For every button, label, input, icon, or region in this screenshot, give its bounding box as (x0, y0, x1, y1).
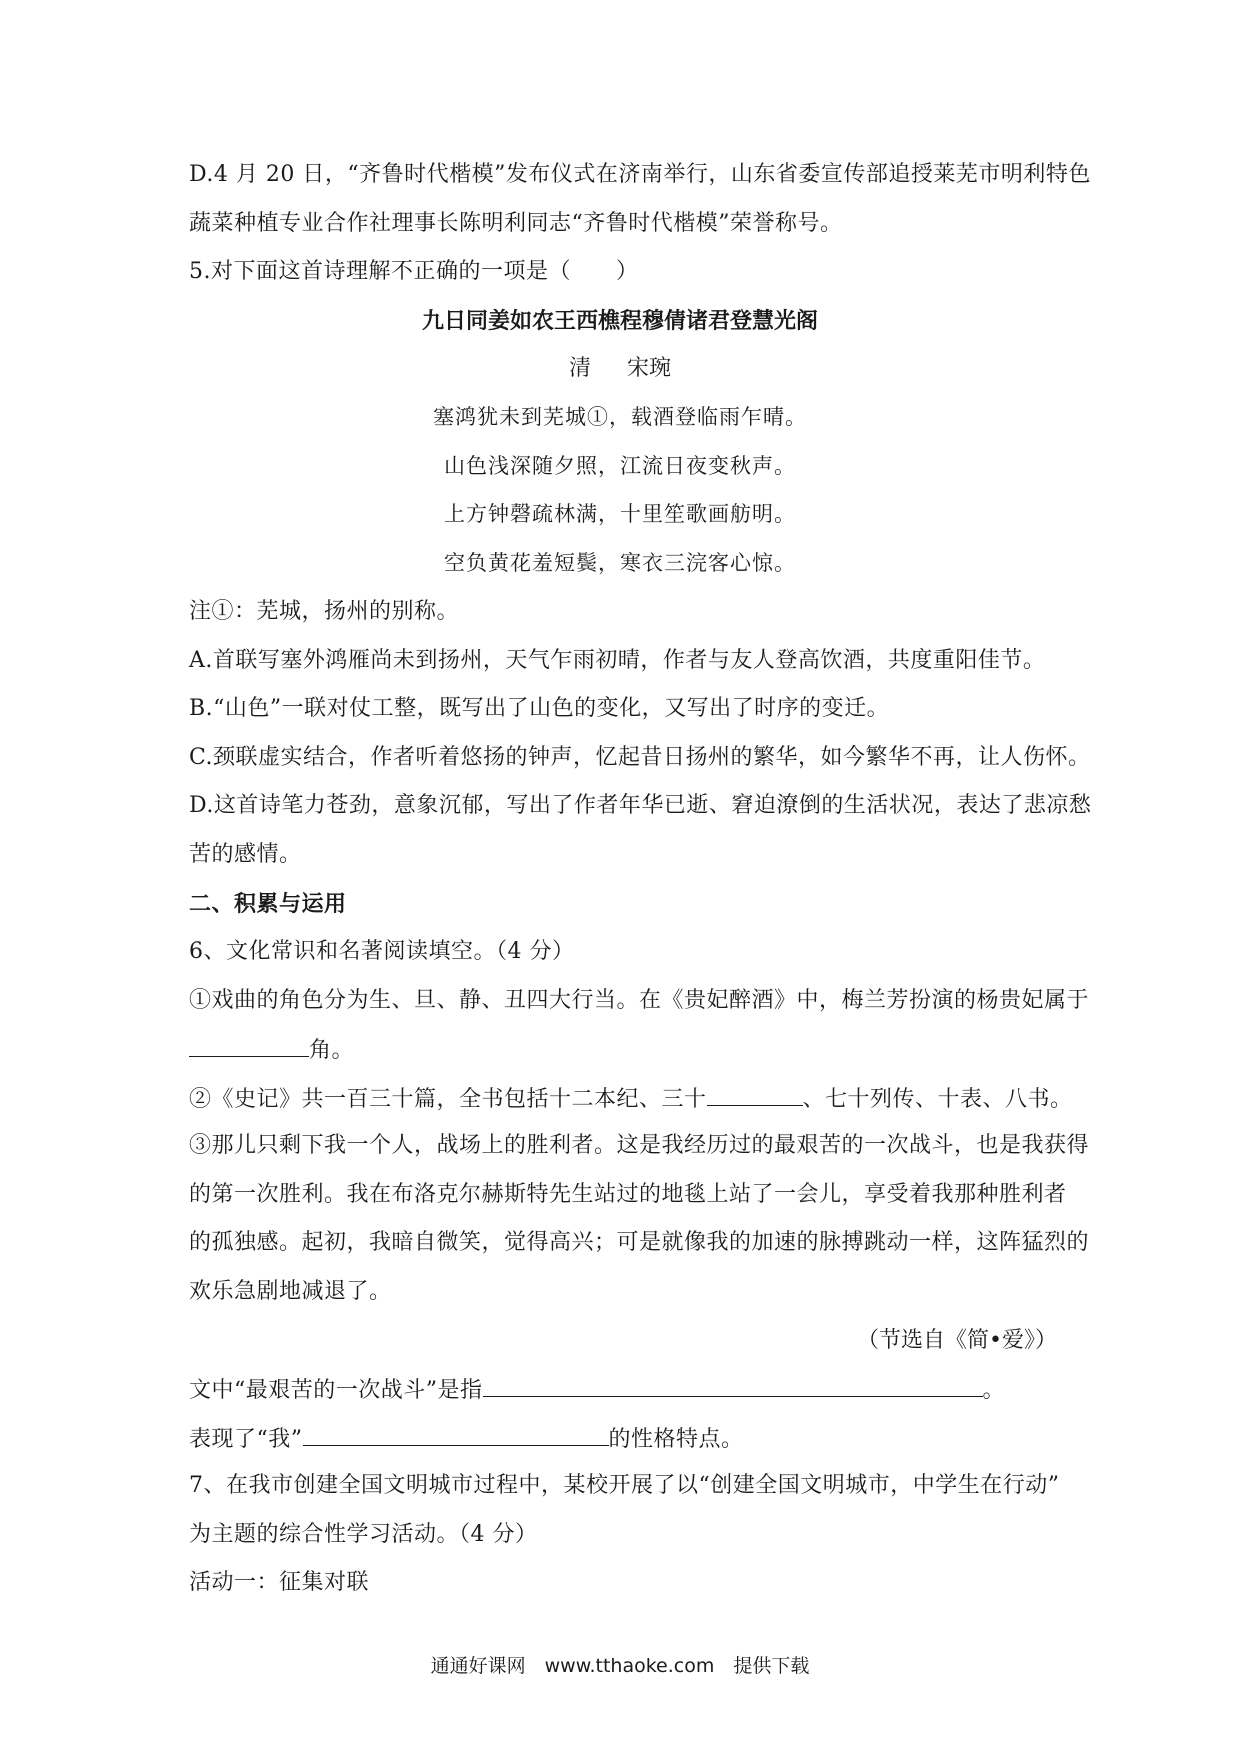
q7-activity1: 活动一：征集对联 (189, 1570, 370, 1595)
q6-item3-line3: 的孤独感。起初，我暗自微笑，觉得高兴；可是就像我的加速的脉搏跳动一样，这阵猛烈的 (189, 1230, 1090, 1255)
q6-item2-prefix: ②《史记》共一百三十篇，全书包括十二本纪、三十 (189, 1087, 707, 1112)
poem-author: 宋琬 (627, 356, 672, 381)
poem-title: 九日同姜如农王西樵程穆倩诸君登慧光阁 (421, 308, 818, 334)
q4-option-d-line1: D.4 月 20 日，“齐鲁时代楷模”发布仪式在济南举行，山东省委宣传部追授莱芜市明利特色 (189, 162, 1091, 187)
q6-ask2-prefix: 表现了“我” (189, 1427, 303, 1452)
q4-option-d-line2: 蔬菜种植专业合作社理事长陈明利同志“齐鲁时代楷模”荣誉称号。 (189, 211, 843, 236)
answer-blank[interactable] (483, 1374, 983, 1397)
answer-blank[interactable] (303, 1423, 609, 1446)
q6-item1-line2 (189, 1034, 354, 1066)
q5-option-b: B.“山色”一联对仗工整，既写出了山色的变化，又写出了时序的变迁。 (189, 696, 890, 721)
section-heading: 二、积累与运用 (189, 891, 347, 917)
q5-option-d-line1: D.这首诗笔力苍劲，意象沉郁，写出了作者年华已逝、窘迫潦倒的生活状况，表达了悲凉愁 (189, 793, 1092, 818)
q6-item2-suffix: 、七十列传、十表、八书。 (802, 1087, 1073, 1112)
q5-stem: 5.对下面这首诗理解不正确的一项是（ ） (189, 259, 639, 284)
q6-item1-line1: ①戏曲的角色分为生、旦、静、丑四大行当。在《贵妃醉酒》中，梅兰芳扮演的杨贵妃属于 (189, 988, 1090, 1013)
q7-line2: 为主题的综合性学习活动。（4 分） (189, 1522, 538, 1547)
poem-line-4: 空负黄花羞短鬓，寒衣三浣客心惊。 (444, 551, 796, 575)
q6-ask1-suffix: 。 (982, 1378, 1006, 1403)
q5-option-c: C.颈联虚实结合，作者听着悠扬的钟声，忆起昔日扬州的繁华，如今繁华不再，让人伤怀。 (189, 745, 1091, 770)
q6-ask1 (189, 1374, 1005, 1406)
q6-item3-line2: 的第一次胜利。我在布洛克尔赫斯特先生站过的地毯上站了一会儿，享受着我那种胜利者 (189, 1182, 1067, 1207)
answer-blank[interactable] (707, 1083, 803, 1106)
poem-dynasty: 清 (568, 356, 591, 381)
footer-text: 通通好课网 www.tthaoke.com 提供下载 (430, 1655, 810, 1677)
q6-ask1-prefix: 文中“最艰苦的一次战斗”是指 (189, 1378, 483, 1403)
poem-line-2: 山色浅深随夕照，江流日夜变秋声。 (444, 454, 796, 478)
poem-line-1: 塞鸿犹未到芜城①，载酒登临雨乍晴。 (433, 405, 807, 429)
q6-source: （节选自《简•爱》） (857, 1328, 1057, 1353)
poem-note: 注①：芜城，扬州的别称。 (189, 599, 460, 624)
q6-item2 (189, 1083, 1073, 1115)
q6-ask2-suffix: 的性格特点。 (608, 1427, 744, 1452)
q6-stem: 6、文化常识和名著阅读填空。（4 分） (189, 939, 575, 964)
poem-byline (0, 354, 1240, 384)
q5-option-a: A.首联写塞外鸿雁尚未到扬州，天气乍雨初晴，作者与友人登高饮酒，共度重阳佳节。 (189, 648, 1046, 673)
poem-line-3: 上方钟磬疏林满，十里笙歌画舫明。 (444, 502, 796, 526)
q6-item3-line1: ③那儿只剩下我一个人，战场上的胜利者。这是我经历过的最艰苦的一次战斗，也是我获得 (189, 1133, 1090, 1158)
q5-option-d-line2: 苦的感情。 (189, 842, 302, 867)
q7-line1: 7、在我市创建全国文明城市过程中，某校开展了以“创建全国文明城市，中学生在行动” (189, 1473, 1060, 1498)
q6-item1-suffix: 角。 (309, 1038, 355, 1063)
answer-blank[interactable] (189, 1034, 309, 1057)
q6-item3-line4: 欢乐急剧地减退了。 (189, 1279, 392, 1304)
q6-ask2 (189, 1423, 744, 1455)
